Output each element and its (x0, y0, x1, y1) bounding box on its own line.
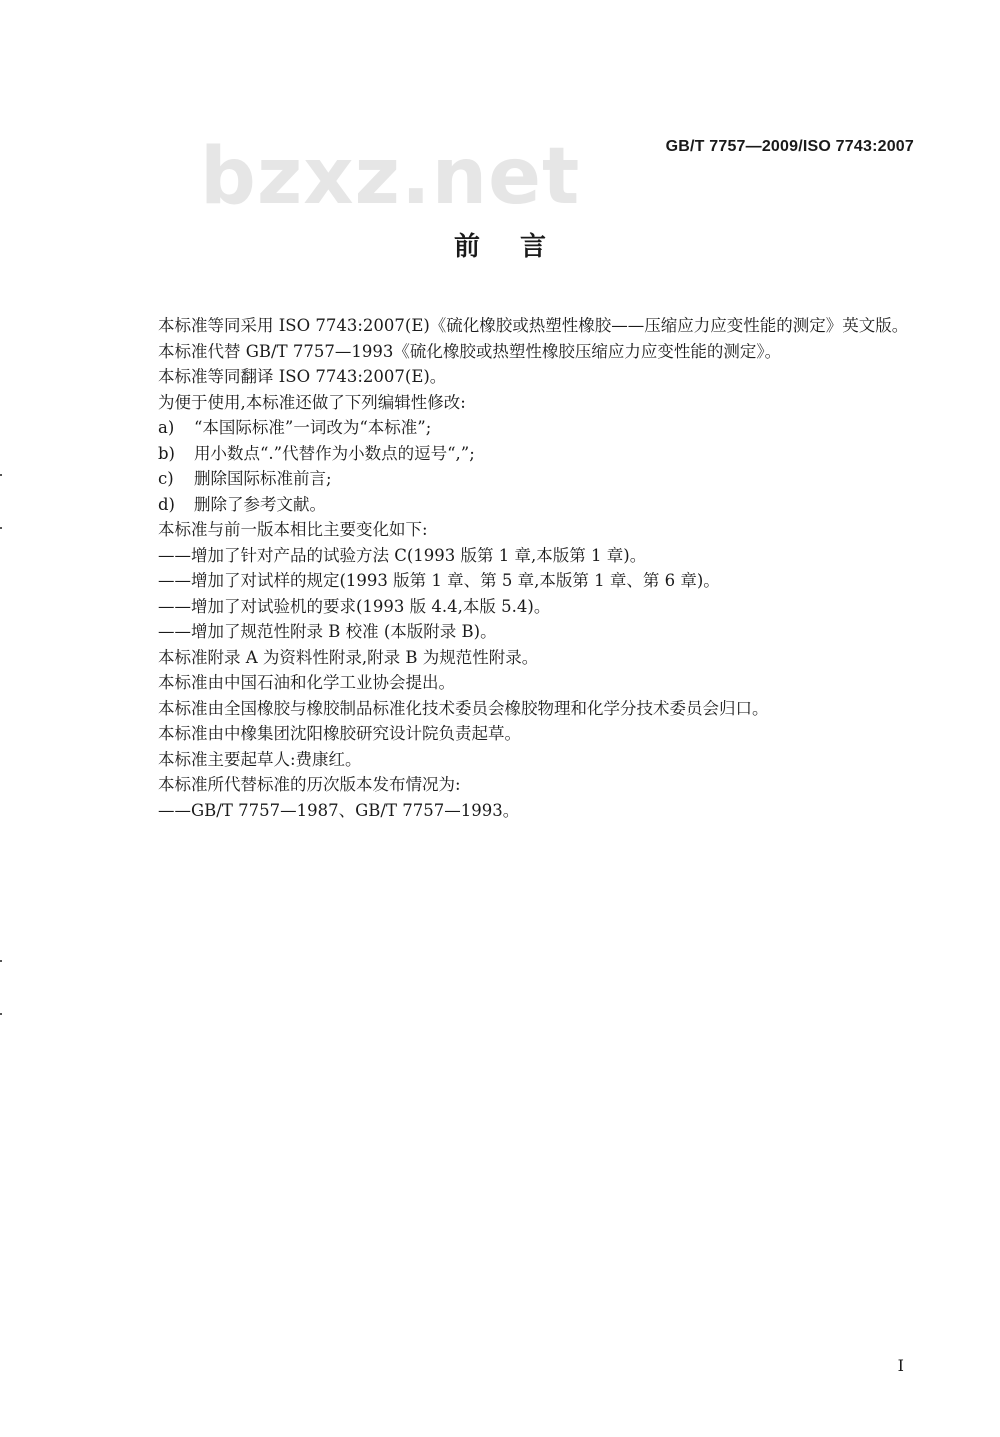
change-item: ——增加了规范性附录 B 校准 (本版附录 B)。 (158, 622, 497, 641)
paragraph-history-intro: 本标准所代替标准的历次版本发布情况为: (158, 775, 461, 794)
watermark: bzxz.net (200, 132, 581, 222)
edge-mark (0, 474, 2, 476)
edit-marker: c) (158, 469, 174, 488)
edit-item (113, 492, 909, 518)
paragraph-replaces: 本标准代替 GB/T 7757—1993《硫化橡胶或热塑性橡胶压缩应力应变性能的测定》。 (158, 341, 782, 361)
edit-text: “本国际标准”一词改为“本标准”; (194, 418, 432, 437)
paragraph-translation: 本标准等同翻译 ISO 7743:2007(E)。 (158, 367, 447, 386)
paragraph-annexes: 本标准附录 A 为资料性附录,附录 B 为规范性附录。 (158, 647, 539, 667)
edit-text: 删除国际标准前言; (194, 469, 332, 488)
paragraph-drafter-org: 本标准由中橡集团沈阳橡胶研究设计院负责起草。 (158, 724, 521, 743)
foreword-body (113, 313, 909, 823)
paragraph-proposer: 本标准由中国石油和化学工业协会提出。 (158, 673, 455, 692)
paragraph-committee: 本标准由全国橡胶与橡胶制品标准化技术委员会橡胶物理和化学分技术委员会归口。 (158, 698, 769, 718)
paragraph-drafters: 本标准主要起草人:费康红。 (158, 749, 362, 769)
edit-text: 删除了参考文献。 (194, 494, 326, 514)
edge-mark (0, 527, 2, 529)
paragraph-edits-intro: 为便于使用,本标准还做了下列编辑性修改: (158, 392, 466, 412)
edge-mark (0, 1013, 2, 1015)
change-item: ——增加了针对产品的试验方法 C(1993 版第 1 章,本版第 1 章)。 (158, 545, 647, 565)
history-item: ——GB/T 7757—1987、GB/T 7757—1993。 (158, 800, 520, 820)
change-item: ——增加了对试样的规定(1993 版第 1 章、第 5 章,本版第 1 章、第 6 章)。 (158, 571, 720, 590)
edit-item (113, 441, 909, 467)
edit-marker: a) (158, 418, 175, 437)
paragraph-adoption: 本标准等同采用 ISO 7743:2007(E)《硫化橡胶或热塑性橡胶——压缩应力应变性能的测定》英文版。 (158, 316, 909, 335)
change-item: ——增加了对试验机的要求(1993 版 4.4,本版 5.4)。 (158, 596, 551, 616)
edit-item (113, 415, 909, 441)
edit-marker: d) (158, 494, 175, 514)
page-number: I (897, 1356, 904, 1375)
page-title: 前言 (453, 232, 586, 262)
edge-mark (0, 960, 2, 962)
paragraph-changes-intro: 本标准与前一版本相比主要变化如下: (158, 520, 428, 539)
standard-code: GB/T 7757—2009/ISO 7743:2007 (665, 138, 914, 155)
edit-item (113, 466, 909, 492)
edit-marker: b) (158, 443, 175, 463)
edit-text: 用小数点“.”代替作为小数点的逗号“,”; (194, 443, 475, 463)
